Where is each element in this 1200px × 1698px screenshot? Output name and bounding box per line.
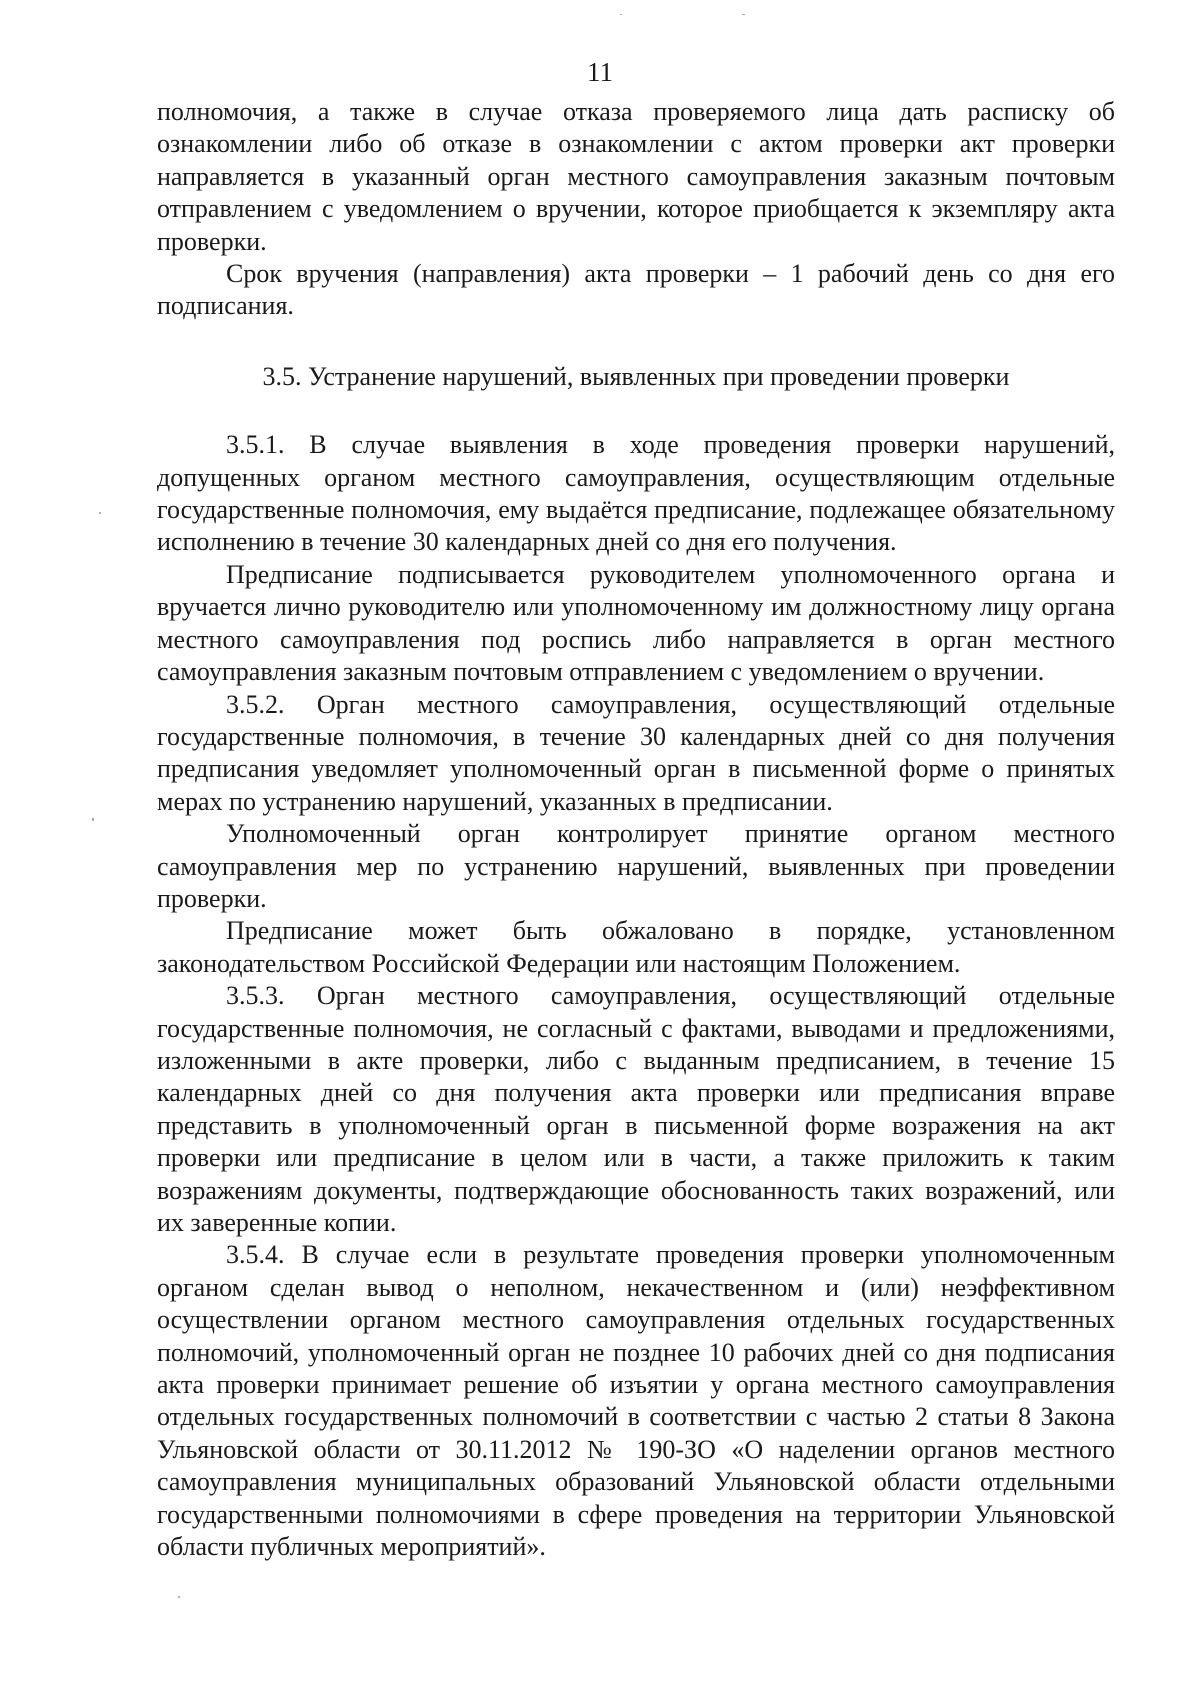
- page-number: 11: [587, 57, 613, 87]
- scan-speck: [178, 1596, 180, 1598]
- paragraph-appeal: Предписание может быть обжаловано в порядке, установленном законодательством Российской Федерации или настоящим Положением.: [157, 916, 1115, 978]
- paragraph-3-5-4: 3.5.4. В случае если в результате проведения проверки уполномоченным органом сделан вывод о неполном, некачественном и (или) неэффективном осуществлении органом местного самоуправления отдельных государственных полномочий, уполномоченный орган не позднее 10 рабочих дней со дня подписания акта проверки принимает решение об изъятии у органа местного самоуправления отдельных государственных полномочий в соответствии с частью 2 статьи 8 Закона Ульяновской области от 30.11.2012 № 190-ЗО «О наделении органов местного самоуправления муниципальных образований Ульяновской области отдельными государственными полномочиями в сфере проведения на территории Ульяновской области публичных мероприятий».: [157, 1240, 1115, 1562]
- paragraph-3-5-1: 3.5.1. В случае выявления в ходе проведения проверки нарушений, допущенных органом местного самоуправления, осуществляющим отдельные государственные полномочия, ему выдаётся предписание, подлежащее обязательному исполнению в течение 30 календарных дней со дня его получения.: [157, 430, 1115, 557]
- document-body: [157, 96, 1115, 1563]
- paragraph-authorized-body-control: Уполномоченный орган контролирует принятие органом местного самоуправления мер по устранению нарушений, выявленных при проведении проверки.: [157, 819, 1115, 913]
- section-heading-3-5: 3.5. Устранение нарушений, выявленных при проведении проверки: [262, 361, 1010, 391]
- paragraph-3-5-3: 3.5.3. Орган местного самоуправления, осуществляющий отдельные государственные полномочия, не согласный с фактами, выводами и предложениями, изложенными в акте проверки, либо с выданным предписанием, в течение 15 календарных дней со дня получения акта проверки или предписания вправе представить в уполномоченный орган в письменной форме возражения на акт проверки или предписание в целом или в части, а также приложить к таким возражениям документы, подтверждающие обоснованность таких возражений, или их заверенные копии.: [157, 981, 1115, 1237]
- paragraph-delivery-deadline: Срок вручения (направления) акта проверки – 1 рабочий день со дня его подписания.: [157, 259, 1115, 321]
- scan-speck: [92, 818, 94, 821]
- scan-speck: [620, 14, 622, 15]
- paragraph-3-5-2: 3.5.2. Орган местного самоуправления, осуществляющий отдельные государственные полномочия, в течение 30 календарных дней со дня получения предписания уведомляет уполномоченный орган в письменной форме о принятых мерах по устранению нарушений, указанных в предписании.: [157, 689, 1115, 816]
- paragraph-prescription-signing: Предписание подписывается руководителем уполномоченного органа и вручается лично руководителю или уполномоченному им должностному лицу органа местного самоуправления под роспись либо направляется в орган местного самоуправления заказным почтовым отправлением с уведомлением о вручении.: [157, 559, 1115, 687]
- paragraph-continuation: полномочия, а также в случае отказа проверяемого лица дать расписку об ознакомлении либо об отказе в ознакомлении с актом проверки акт проверки направляется в указанный орган местного самоуправления заказным почтовым отправлением с уведомлением о вручении, которое приобщается к экземпляру акта проверки.: [157, 97, 1115, 256]
- scan-speck: [742, 14, 745, 15]
- scan-speck: [99, 512, 101, 514]
